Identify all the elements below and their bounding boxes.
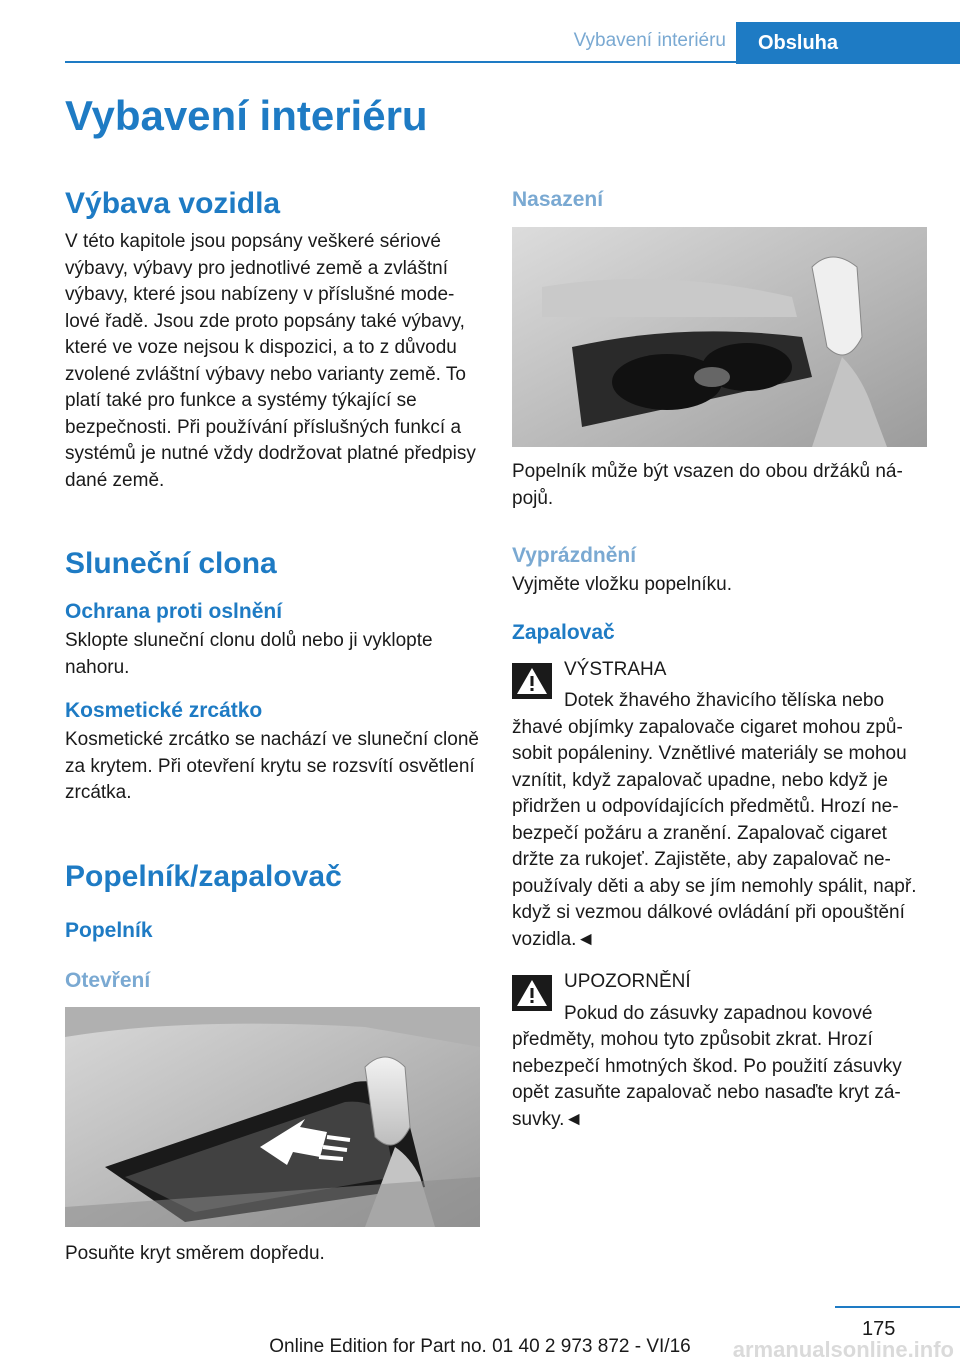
subheading-ochrana: Ochrana proti oslnění (65, 600, 283, 623)
watermark: armanualsonline.info (732, 1337, 954, 1362)
text-vybava-vozidla: V této kapitole jsou popsány veškeré sériové výbavy, výbavy pro jednotlivé země a zvláštní výbavy, které jsou nabízeny v příslušné modelové řadě. Jsou zde proto popsány také výbavy, které ve voze nejsou k dispozici, a to z důvodu zvolené zvláštní výbavy nebo varianty země. To platí také pro funkce a systémy týkající se bezpečnosti. Při používání příslušných funkcí a systémů je nutné vždy dodržovat platné předpisy dané země. (65, 231, 476, 491)
subheading-popelnik: Popelník (65, 918, 153, 942)
ashtray-cupholder-illustration (512, 227, 927, 447)
warning-text-upozorneni: Pokud do zásuvky zapadnou kovové předměty, mohou tyto způsobit zkrat. Hrozí nebezpečí hmotných škod. Po použití zásuvky opět zasuňte zapalovač nebo nasaďte kryt zásuvky.◄ (512, 1002, 902, 1130)
heading-vybava-vozidla: Výbava vozidla (65, 187, 281, 220)
caption-otevreni: Posuňte kryt směrem dopředu. (65, 1242, 325, 1264)
warning-title-upozorneni: UPOZORNĚNÍ (564, 971, 691, 992)
page-title: Vybavení interiéru (65, 92, 428, 139)
text-kosmeticke: Kosmetické zrcátko se nachází ve sluneční cloně za krytem. Při otevření krytu se rozsvítí osvětlení zrcátka. (65, 729, 479, 803)
subheading-zapalovac: Zapalovač (512, 620, 615, 644)
heading-popelnik-zapalovac: Popelník/zapalovač (65, 859, 342, 893)
caption-nasazeni: Popelník může být vsazen do obou držáků nápojů. (512, 461, 903, 509)
warning-triangle-icon (512, 975, 552, 1011)
warning-text-vystraha: Dotek žhavého žhavicího tělíska nebo žhavé objímky zapalovače cigaret mohou způsobit popáleniny. Vznětlivé materiály se mohou vznítit, když zapalovač upadne, nebo když je přidržen u odpovídajících předmětů. Hrozí nebezpečí požáru a zranění. Zapalovač cigaret držte za rukojeť. Zajistěte, aby zapalovač nepoužívaly děti a aby se jím nemohly spálit, např. když si vezmou dálkové ovládání při opouštění vozidla.◄ (512, 690, 917, 950)
text-vyprazdneni: Vyjměte vložku popelníku. (512, 574, 733, 595)
warning-title-vystraha: VÝSTRAHA (564, 658, 667, 680)
warning-triangle-icon (512, 663, 552, 699)
subheading-kosmeticke: Kosmetické zrcátko (65, 699, 263, 722)
header-section-title: Vybavení interiéru (573, 30, 726, 51)
subheading-nasazeni: Nasazení (512, 188, 604, 211)
warning-block-vystraha (512, 657, 930, 954)
page-number: 175 (862, 1318, 896, 1340)
subheading-vyprazdneni: Vyprázdnění (512, 544, 637, 567)
footer-rule (835, 1306, 960, 1308)
header-tab-obsluha: Obsluha (736, 22, 960, 64)
heading-slunecni-clona: Sluneční clona (65, 547, 277, 580)
footer-edition: Online Edition for Part no. 01 40 2 973 872 - VI/16 (269, 1336, 691, 1357)
subheading-otevreni: Otevření (65, 968, 151, 992)
ashtray-open-illustration (65, 1007, 480, 1227)
warning-block-upozorneni (512, 969, 930, 1133)
left-column (65, 182, 480, 1267)
right-column (512, 182, 930, 1133)
header-rule (65, 61, 736, 63)
text-ochrana: Sklopte sluneční clonu dolů nebo ji vyklopte nahoru. (65, 630, 433, 678)
